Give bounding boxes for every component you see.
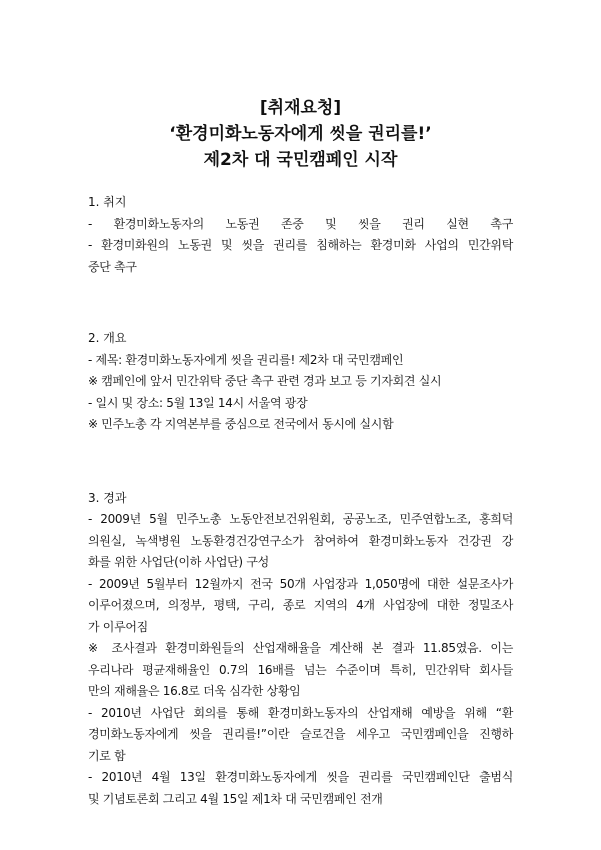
section-heading: 1. 취지 bbox=[88, 195, 127, 209]
paragraph-line: 의원실, 녹색병원 노동환경건강연구소가 참여하여 환경미화노동자 건강권 강 bbox=[88, 533, 513, 548]
title-slogan: ‘환경미화노동자에게 씻을 권리를!’ bbox=[169, 124, 432, 144]
title-tag: [취재요청] bbox=[259, 98, 342, 118]
paragraph-line: 이루어졌으며, 의정부, 평택, 구리, 종로 지역의 4개 사업장에 대한 정밀조사 bbox=[88, 598, 513, 612]
section-progress bbox=[88, 488, 513, 811]
paragraph-line: 기로 함 bbox=[88, 748, 126, 763]
paragraph-line: - 환경미화노동자의 노동권 존중 및 씻을 권리 실현 촉구 bbox=[88, 216, 513, 231]
paragraph-line: - 환경미화원의 노동권 및 씻을 권리를 침해하는 환경미화 사업의 민간위탁 bbox=[88, 238, 513, 252]
paragraph-line: ※ 조사결과 환경미화원들의 산업재해율을 계산해 본 결과 11.85였음. 이는 bbox=[88, 641, 513, 655]
paragraph-line: 만의 재해율은 16.8로 더욱 심각한 상황임 bbox=[88, 684, 301, 698]
section-overview bbox=[88, 328, 513, 436]
paragraph-line: - 2009년 5월 민주노총 노동안전보건위원회, 공공노조, 민주연합노조, 홍희덕 bbox=[88, 512, 513, 526]
paragraph-line: 및 기념토론회 그리고 4월 15일 제1차 대 국민캠페인 전개 bbox=[88, 791, 383, 806]
paragraph-line: - 2009년 5월부터 12월까지 전국 50개 사업장과 1,050명에 대한 설문조사가 bbox=[88, 576, 513, 591]
document-title bbox=[0, 95, 601, 173]
paragraph-line: 중단 촉구 bbox=[88, 259, 137, 274]
paragraph-line: - 제목: 환경미화노동자에게 씻을 권리를! 제2차 대 국민캠페인 bbox=[88, 352, 404, 367]
paragraph-line: - 2010년 사업단 회의를 통해 환경미화노동자의 산업재해 예방을 위해 “환 bbox=[88, 705, 513, 720]
section-heading: 3. 경과 bbox=[88, 490, 127, 505]
paragraph-line: - 일시 및 장소: 5월 13일 14시 서울역 광장 bbox=[88, 395, 308, 410]
paragraph-line: 경미화노동자에게 씻을 권리를!”이란 슬로건을 세우고 국민캠페인을 진행하 bbox=[88, 727, 513, 741]
paragraph-line: - 2010년 4월 13일 환경미화노동자에게 씻을 권리를 국민캠페인단 출범식 bbox=[88, 770, 513, 784]
paragraph-line: 가 이루어짐 bbox=[88, 619, 148, 634]
paragraph-line: ※ 캠페인에 앞서 민간위탁 중단 촉구 관련 경과 보고 등 기자회견 실시 bbox=[88, 374, 442, 388]
paragraph-line: ※ 민주노총 각 지역본부를 중심으로 전국에서 동시에 실시함 bbox=[88, 417, 394, 431]
paragraph-line: 우리나라 평균재해율인 0.7의 16배를 넘는 수준이며 특히, 민간위탁 회사들 bbox=[88, 662, 513, 677]
section-purpose bbox=[88, 192, 513, 278]
title-campaign: 제2차 대 국민캠페인 시작 bbox=[203, 150, 398, 170]
document-body bbox=[88, 192, 513, 810]
section-heading: 2. 개요 bbox=[88, 331, 127, 345]
paragraph-line: 화를 위한 사업단(이하 사업단) 구성 bbox=[88, 555, 269, 569]
